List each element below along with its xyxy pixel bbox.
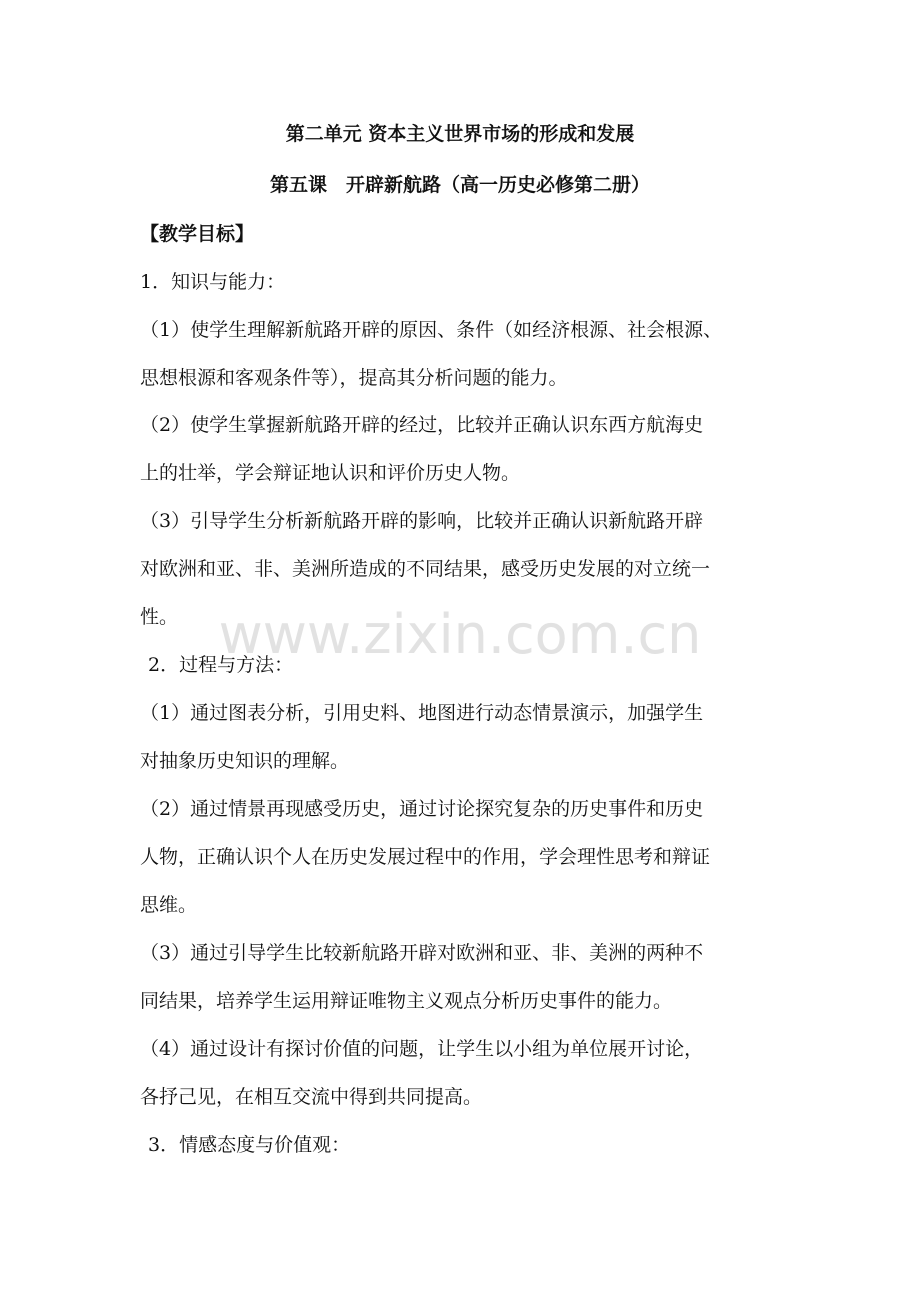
body-line: 1．知识与能力： (140, 271, 286, 293)
body-line: 3．情感态度与价值观： (148, 1134, 351, 1156)
body-line: 人物，正确认识个人在历史发展过程中的作用，学会理性思考和辩证 (140, 846, 711, 868)
body-line: 同结果，培养学生运用辩证唯物主义观点分析历史事件的能力。 (140, 990, 673, 1012)
body-line: （3）引导学生分析新航路开辟的影响，比较并正确认识新航路开辟 (140, 510, 704, 532)
body-line: 对抽象历史知识的理解。 (140, 750, 350, 772)
body-line: （1）使学生理解新航路开辟的原因、条件（如经济根源、社会根源、 (140, 319, 723, 341)
body-line: （2）通过情景再现感受历史，通过讨论探究复杂的历史事件和历史 (140, 798, 704, 820)
body-line: 上的壮举，学会辩证地认识和评价历史人物。 (140, 462, 521, 484)
body-line: 各抒己见，在相互交流中得到共同提高。 (140, 1086, 483, 1108)
body-line: （1）通过图表分析，引用史料、地图进行动态情景演示，加强学生 (140, 702, 704, 724)
unit-title: 第二单元 资本主义世界市场的形成和发展 (285, 123, 635, 145)
lesson-title: 第五课 开辟新航路（高一历史必修第二册） (269, 174, 650, 196)
body-line: 思维。 (140, 894, 198, 916)
body-line: （2）使学生掌握新航路开辟的经过，比较并正确认识东西方航海史 (140, 414, 704, 436)
body-line: （3）通过引导学生比较新航路开辟对欧洲和亚、非、美洲的两种不 (140, 942, 704, 964)
body-line: 2．过程与方法： (148, 654, 294, 676)
section-heading: 【教学目标】 (140, 223, 255, 245)
body-line: 思想根源和客观条件等），提高其分析问题的能力。 (140, 367, 568, 389)
watermark: www.zixin.com.cn (218, 603, 702, 666)
body-line: 性。 (140, 606, 179, 628)
body-line: 对欧洲和亚、非、美洲所造成的不同结果，感受历史发展的对立统一 (140, 558, 711, 580)
body-line: （4）通过设计有探讨价值的问题，让学生以小组为单位展开讨论， (140, 1038, 704, 1060)
